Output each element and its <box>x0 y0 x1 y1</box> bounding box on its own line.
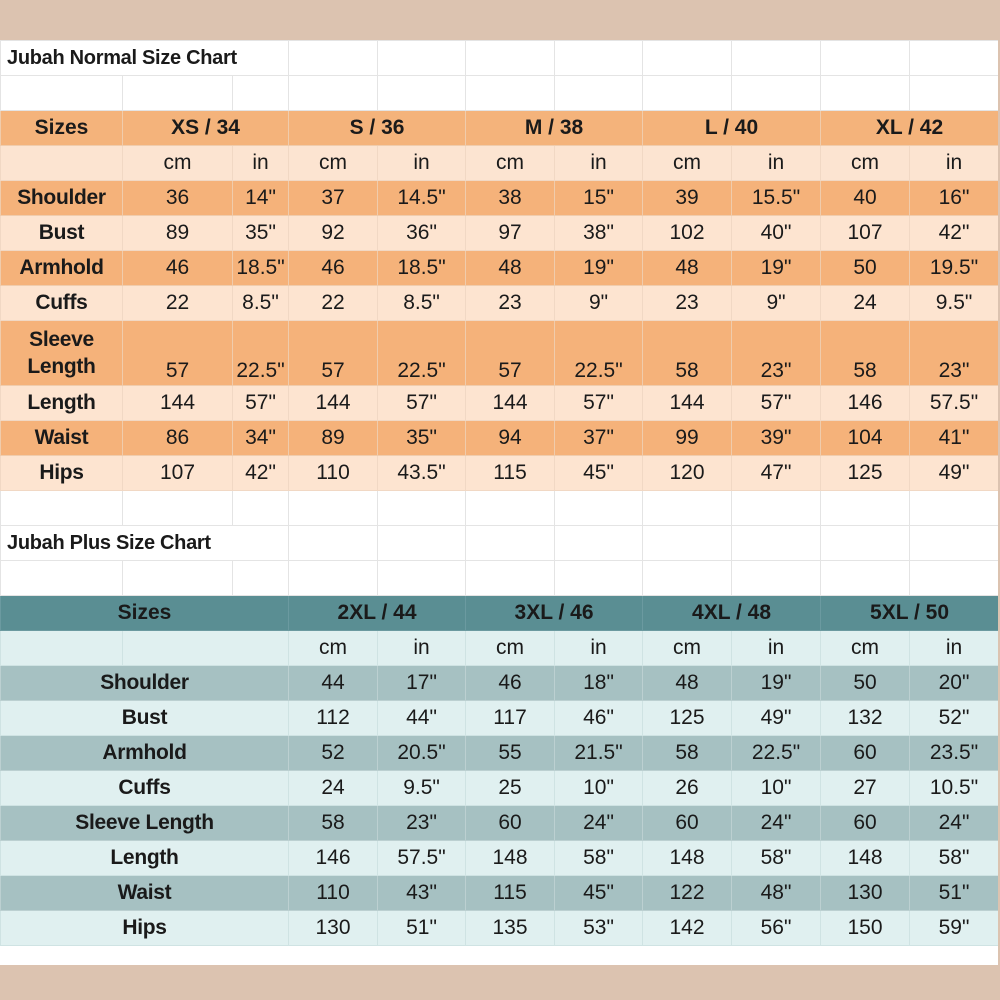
measure-cell: 23" <box>732 321 821 386</box>
measure-cell: 112 <box>289 701 378 736</box>
measure-cell: 57 <box>289 321 378 386</box>
measure-cell: 8.5" <box>233 286 289 321</box>
measure-cell: 46 <box>289 251 378 286</box>
measure-cell: 34" <box>233 421 289 456</box>
measure-cell: 56" <box>732 911 821 946</box>
measure-cell: 9" <box>555 286 643 321</box>
plus-row-hips <box>1 911 999 946</box>
row-label: Sleeve Length <box>1 806 289 841</box>
unit-cm: cm <box>643 146 732 181</box>
normal-row-armhold <box>1 251 999 286</box>
measure-cell: 144 <box>123 386 233 421</box>
measure-cell: 97 <box>466 216 555 251</box>
unit-in: in <box>378 146 466 181</box>
measure-cell: 60 <box>821 806 910 841</box>
measure-cell: 125 <box>643 701 732 736</box>
measure-cell: 99 <box>643 421 732 456</box>
unit-in: in <box>233 146 289 181</box>
measure-cell: 51" <box>910 876 998 911</box>
row-label: Bust <box>1 701 289 736</box>
normal-row-length <box>1 386 999 421</box>
measure-cell: 57" <box>555 386 643 421</box>
measure-cell: 14" <box>233 181 289 216</box>
measure-cell: 43" <box>378 876 466 911</box>
measure-cell: 150 <box>821 911 910 946</box>
unit-cm: cm <box>466 146 555 181</box>
measure-cell: 52" <box>910 701 998 736</box>
measure-cell: 42" <box>910 216 998 251</box>
row-label: Shoulder <box>1 181 123 216</box>
measure-cell: 148 <box>643 841 732 876</box>
measure-cell: 146 <box>289 841 378 876</box>
measure-cell: 38" <box>555 216 643 251</box>
measure-cell: 39 <box>643 181 732 216</box>
measure-cell: 60 <box>643 806 732 841</box>
measure-cell: 18.5" <box>378 251 466 286</box>
measure-cell: 25 <box>466 771 555 806</box>
normal-size-header: M / 38 <box>466 111 643 146</box>
measure-cell: 53" <box>555 911 643 946</box>
measure-cell: 57" <box>233 386 289 421</box>
normal-chart-body <box>1 181 999 491</box>
measure-cell: 104 <box>821 421 910 456</box>
normal-sizes-label: Sizes <box>1 111 123 146</box>
measure-cell: 22.5" <box>378 321 466 386</box>
measure-cell: 86 <box>123 421 233 456</box>
unit-in: in <box>910 146 998 181</box>
measure-cell: 10.5" <box>910 771 998 806</box>
plus-size-header: 2XL / 44 <box>289 596 466 631</box>
normal-size-header-row <box>1 111 999 146</box>
unit-cm: cm <box>123 146 233 181</box>
measure-cell: 125 <box>821 456 910 491</box>
measure-cell: 10" <box>555 771 643 806</box>
measure-cell: 117 <box>466 701 555 736</box>
measure-cell: 58 <box>289 806 378 841</box>
measure-cell: 46" <box>555 701 643 736</box>
measure-cell: 24" <box>910 806 998 841</box>
measure-cell: 144 <box>289 386 378 421</box>
measure-cell: 35" <box>378 421 466 456</box>
measure-cell: 9.5" <box>378 771 466 806</box>
measure-cell: 22.5" <box>732 736 821 771</box>
measure-cell: 110 <box>289 456 378 491</box>
measure-cell: 55 <box>466 736 555 771</box>
size-chart-sheet <box>0 40 998 965</box>
measure-cell: 19" <box>732 251 821 286</box>
row-label: Waist <box>1 421 123 456</box>
normal-size-header: XS / 34 <box>123 111 289 146</box>
measure-cell: 135 <box>466 911 555 946</box>
row-label: Waist <box>1 876 289 911</box>
measure-cell: 58 <box>643 736 732 771</box>
measure-cell: 42" <box>233 456 289 491</box>
row-label: Armhold <box>1 736 289 771</box>
measure-cell: 24" <box>555 806 643 841</box>
measure-cell: 23 <box>643 286 732 321</box>
measure-cell: 52 <box>289 736 378 771</box>
measure-cell: 122 <box>643 876 732 911</box>
measure-cell: 49" <box>910 456 998 491</box>
size-chart-grid <box>0 40 998 946</box>
measure-cell: 144 <box>466 386 555 421</box>
measure-cell: 48 <box>466 251 555 286</box>
unit-in: in <box>910 631 998 666</box>
measure-cell: 20" <box>910 666 998 701</box>
measure-cell: 9" <box>732 286 821 321</box>
measure-cell: 40" <box>732 216 821 251</box>
measure-cell: 45" <box>555 456 643 491</box>
measure-cell: 22.5" <box>555 321 643 386</box>
measure-cell: 115 <box>466 456 555 491</box>
normal-size-header: S / 36 <box>289 111 466 146</box>
measure-cell: 24 <box>289 771 378 806</box>
plus-chart-body <box>1 666 999 946</box>
plus-row-bust <box>1 701 999 736</box>
measure-cell: 58 <box>643 321 732 386</box>
measure-cell: 22 <box>289 286 378 321</box>
measure-cell: 92 <box>289 216 378 251</box>
measure-cell: 132 <box>821 701 910 736</box>
measure-cell: 23" <box>378 806 466 841</box>
plus-unit-row <box>1 631 999 666</box>
measure-cell: 8.5" <box>378 286 466 321</box>
measure-cell: 51" <box>378 911 466 946</box>
plus-row-sleeve-length <box>1 806 999 841</box>
normal-chart-title: Jubah Normal Size Chart <box>1 41 289 76</box>
measure-cell: 19" <box>555 251 643 286</box>
plus-chart-title: Jubah Plus Size Chart <box>1 526 289 561</box>
measure-cell: 89 <box>123 216 233 251</box>
normal-size-header: L / 40 <box>643 111 821 146</box>
measure-cell: 19.5" <box>910 251 998 286</box>
measure-cell: 18.5" <box>233 251 289 286</box>
normal-row-hips <box>1 456 999 491</box>
measure-cell: 50 <box>821 251 910 286</box>
normal-unit-row <box>1 146 999 181</box>
measure-cell: 9.5" <box>910 286 998 321</box>
row-label: Cuffs <box>1 771 289 806</box>
measure-cell: 115 <box>466 876 555 911</box>
measure-cell: 142 <box>643 911 732 946</box>
unit-cm: cm <box>289 146 378 181</box>
normal-row-shoulder <box>1 181 999 216</box>
unit-in: in <box>555 631 643 666</box>
measure-cell: 57.5" <box>378 841 466 876</box>
measure-cell: 48" <box>732 876 821 911</box>
measure-cell: 39" <box>732 421 821 456</box>
measure-cell: 57 <box>123 321 233 386</box>
unit-in: in <box>732 631 821 666</box>
measure-cell: 130 <box>821 876 910 911</box>
measure-cell: 27 <box>821 771 910 806</box>
plus-size-header: 3XL / 46 <box>466 596 643 631</box>
measure-cell: 57" <box>378 386 466 421</box>
measure-cell: 36" <box>378 216 466 251</box>
unit-cm: cm <box>821 631 910 666</box>
measure-cell: 23 <box>466 286 555 321</box>
measure-cell: 58 <box>821 321 910 386</box>
plus-size-header: 5XL / 50 <box>821 596 998 631</box>
measure-cell: 58" <box>732 841 821 876</box>
row-label: Shoulder <box>1 666 289 701</box>
unit-cm: cm <box>643 631 732 666</box>
unit-in: in <box>732 146 821 181</box>
row-label: Length <box>1 386 123 421</box>
measure-cell: 58" <box>555 841 643 876</box>
measure-cell: 148 <box>821 841 910 876</box>
measure-cell: 10" <box>732 771 821 806</box>
normal-row-cuffs <box>1 286 999 321</box>
plus-sizes-label: Sizes <box>1 596 289 631</box>
measure-cell: 14.5" <box>378 181 466 216</box>
measure-cell: 44 <box>289 666 378 701</box>
unit-in: in <box>555 146 643 181</box>
measure-cell: 144 <box>643 386 732 421</box>
measure-cell: 46 <box>123 251 233 286</box>
plus-row-shoulder <box>1 666 999 701</box>
measure-cell: 130 <box>289 911 378 946</box>
normal-row-bust <box>1 216 999 251</box>
plus-row-waist <box>1 876 999 911</box>
measure-cell: 35" <box>233 216 289 251</box>
row-label: Cuffs <box>1 286 123 321</box>
measure-cell: 43.5" <box>378 456 466 491</box>
measure-cell: 16" <box>910 181 998 216</box>
measure-cell: 22.5" <box>233 321 289 386</box>
measure-cell: 107 <box>123 456 233 491</box>
row-label: Hips <box>1 911 289 946</box>
measure-cell: 50 <box>821 666 910 701</box>
unit-cm: cm <box>289 631 378 666</box>
measure-cell: 18" <box>555 666 643 701</box>
measure-cell: 94 <box>466 421 555 456</box>
measure-cell: 46 <box>466 666 555 701</box>
measure-cell: 22 <box>123 286 233 321</box>
normal-row-waist <box>1 421 999 456</box>
measure-cell: 49" <box>732 701 821 736</box>
measure-cell: 59" <box>910 911 998 946</box>
measure-cell: 146 <box>821 386 910 421</box>
measure-cell: 57.5" <box>910 386 998 421</box>
plus-row-cuffs <box>1 771 999 806</box>
normal-size-header: XL / 42 <box>821 111 998 146</box>
measure-cell: 36 <box>123 181 233 216</box>
measure-cell: 38 <box>466 181 555 216</box>
measure-cell: 102 <box>643 216 732 251</box>
measure-cell: 45" <box>555 876 643 911</box>
measure-cell: 148 <box>466 841 555 876</box>
measure-cell: 60 <box>466 806 555 841</box>
measure-cell: 107 <box>821 216 910 251</box>
unit-in: in <box>378 631 466 666</box>
plus-size-header-row <box>1 596 999 631</box>
measure-cell: 21.5" <box>555 736 643 771</box>
measure-cell: 48 <box>643 251 732 286</box>
measure-cell: 20.5" <box>378 736 466 771</box>
measure-cell: 110 <box>289 876 378 911</box>
row-label: Armhold <box>1 251 123 286</box>
measure-cell: 15.5" <box>732 181 821 216</box>
measure-cell: 37" <box>555 421 643 456</box>
measure-cell: 15" <box>555 181 643 216</box>
measure-cell: 19" <box>732 666 821 701</box>
measure-cell: 60 <box>821 736 910 771</box>
unit-cm: cm <box>821 146 910 181</box>
measure-cell: 57 <box>466 321 555 386</box>
measure-cell: 58" <box>910 841 998 876</box>
measure-cell: 24" <box>732 806 821 841</box>
measure-cell: 47" <box>732 456 821 491</box>
plus-size-header: 4XL / 48 <box>643 596 821 631</box>
unit-cm: cm <box>466 631 555 666</box>
measure-cell: 40 <box>821 181 910 216</box>
measure-cell: 120 <box>643 456 732 491</box>
measure-cell: 17" <box>378 666 466 701</box>
normal-row-sleeve-length <box>1 321 999 386</box>
row-label: Bust <box>1 216 123 251</box>
row-label: Sleeve Length <box>1 321 123 386</box>
plus-row-armhold <box>1 736 999 771</box>
plus-row-length <box>1 841 999 876</box>
measure-cell: 41" <box>910 421 998 456</box>
measure-cell: 57" <box>732 386 821 421</box>
measure-cell: 23.5" <box>910 736 998 771</box>
measure-cell: 48 <box>643 666 732 701</box>
measure-cell: 24 <box>821 286 910 321</box>
measure-cell: 44" <box>378 701 466 736</box>
row-label: Hips <box>1 456 123 491</box>
measure-cell: 89 <box>289 421 378 456</box>
row-label: Length <box>1 841 289 876</box>
measure-cell: 26 <box>643 771 732 806</box>
measure-cell: 37 <box>289 181 378 216</box>
measure-cell: 23" <box>910 321 998 386</box>
